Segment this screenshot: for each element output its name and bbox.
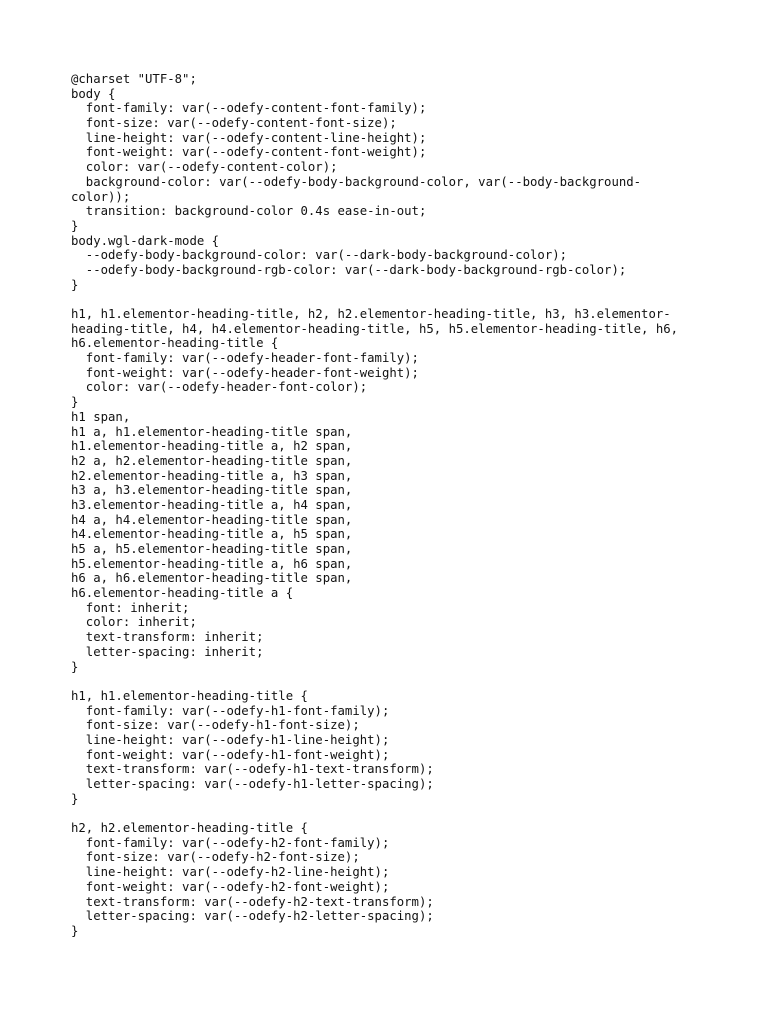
code-line	[71, 292, 711, 307]
code-line: h1 a, h1.elementor-heading-title span,	[71, 424, 353, 439]
code-line: h3 a, h3.elementor-heading-title span,	[71, 483, 353, 498]
code-line: background-color: var(--odefy-body-background-color, var(--body-background-	[71, 174, 642, 189]
code-line: h6.elementor-heading-title a {	[71, 586, 294, 601]
code-line: letter-spacing: var(--odefy-h2-letter-spacing);	[71, 909, 434, 924]
code-line: color: var(--odefy-content-color);	[71, 160, 338, 175]
code-line: h2, h2.elementor-heading-title {	[71, 821, 308, 836]
code-line: text-transform: var(--odefy-h2-text-transform);	[71, 894, 434, 909]
code-line: body.wgl-dark-mode {	[71, 233, 220, 248]
code-line: body {	[71, 86, 116, 101]
code-line: h2 a, h2.elementor-heading-title span,	[71, 453, 353, 468]
code-line: font-weight: var(--odefy-content-font-weight);	[71, 145, 427, 160]
code-line: color));	[71, 189, 131, 204]
code-line: color: inherit;	[71, 615, 197, 630]
code-line: font-size: var(--odefy-h2-font-size);	[71, 850, 360, 865]
code-line: font-size: var(--odefy-content-font-size);	[71, 116, 397, 131]
code-line: }	[71, 791, 79, 806]
code-line: }	[71, 659, 79, 674]
code-line: font-weight: var(--odefy-header-font-weight);	[71, 365, 419, 380]
code-line: text-transform: inherit;	[71, 630, 264, 645]
code-line: }	[71, 923, 79, 938]
code-line: h3.elementor-heading-title a, h4 span,	[71, 497, 353, 512]
code-line: --odefy-body-background-rgb-color: var(--dark-body-background-rgb-color);	[71, 262, 627, 277]
code-line: heading-title, h4, h4.elementor-heading-title, h5, h5.elementor-heading-title, h6,	[71, 321, 679, 336]
code-line: h1 span,	[71, 409, 131, 424]
code-line: line-height: var(--odefy-content-line-height);	[71, 130, 427, 145]
code-line: h4.elementor-heading-title a, h5 span,	[71, 527, 353, 542]
code-line: }	[71, 277, 79, 292]
code-line: letter-spacing: var(--odefy-h1-letter-spacing);	[71, 777, 434, 791]
code-line: transition: background-color 0.4s ease-in-out;	[71, 204, 427, 219]
code-line: h6.elementor-heading-title {	[71, 336, 279, 351]
code-line	[71, 674, 711, 689]
code-line: --odefy-body-background-color: var(--dark-body-background-color);	[71, 248, 568, 263]
code-line: line-height: var(--odefy-h2-line-height);	[71, 865, 390, 880]
code-line: h4 a, h4.elementor-heading-title span,	[71, 512, 353, 527]
code-line: font-weight: var(--odefy-h2-font-weight);	[71, 879, 390, 894]
code-line: h1, h1.elementor-heading-title, h2, h2.elementor-heading-title, h3, h3.elementor-	[71, 307, 671, 321]
code-line	[71, 806, 711, 821]
code-line: font: inherit;	[71, 600, 190, 615]
code-line: h1.elementor-heading-title a, h2 span,	[71, 439, 353, 454]
code-line: h1, h1.elementor-heading-title {	[71, 688, 308, 703]
code-line: }	[71, 395, 79, 410]
code-line: text-transform: var(--odefy-h1-text-transform);	[71, 762, 434, 777]
css-code-block	[71, 72, 711, 939]
code-line: font-size: var(--odefy-h1-font-size);	[71, 718, 360, 733]
code-line: }	[71, 218, 79, 233]
code-line: font-family: var(--odefy-content-font-family);	[71, 101, 427, 116]
code-line: @charset "UTF-8";	[71, 72, 197, 86]
code-line: font-weight: var(--odefy-h1-font-weight);	[71, 747, 390, 762]
code-line: font-family: var(--odefy-h2-font-family);	[71, 835, 390, 850]
code-line: h6 a, h6.elementor-heading-title span,	[71, 571, 353, 586]
code-line: h5 a, h5.elementor-heading-title span,	[71, 542, 353, 556]
code-line: font-family: var(--odefy-header-font-family);	[71, 351, 419, 366]
code-line: h5.elementor-heading-title a, h6 span,	[71, 556, 353, 571]
code-line: font-family: var(--odefy-h1-font-family);	[71, 703, 390, 718]
code-line: line-height: var(--odefy-h1-line-height);	[71, 732, 390, 747]
code-line: color: var(--odefy-header-font-color);	[71, 380, 368, 395]
code-line: letter-spacing: inherit;	[71, 644, 264, 659]
code-line: h2.elementor-heading-title a, h3 span,	[71, 468, 353, 483]
